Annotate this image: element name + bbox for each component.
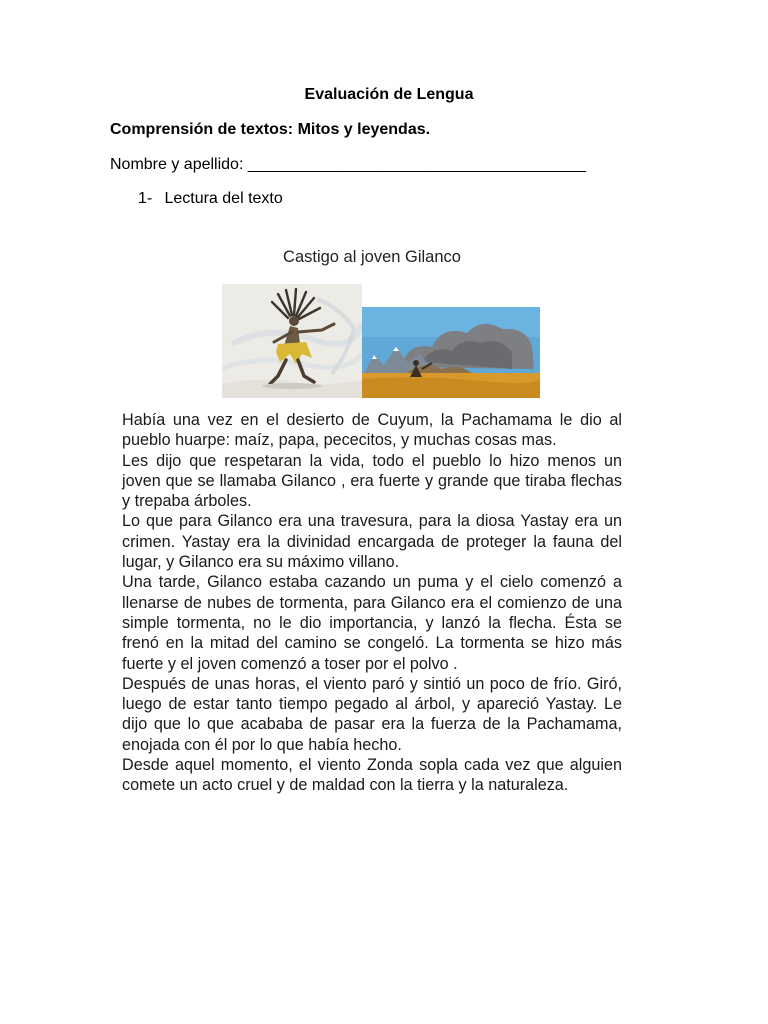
story-title: Castigo al joven Gilanco [283,248,461,266]
story-paragraph: Una tarde, Gilanco estaba cazando un puma y el cielo comenzó a llenarse de nubes de tormenta, para Gilanco era el comienzo de una simple tormenta, no le dio importancia, y lanzó la flecha. Ésta se frenó en la mitad del camino se congeló. La tormenta se hizo más fuerte y el joven comenzó a toser por el polvo . [122,573,622,673]
document-title: Evaluación de Lengua [304,86,474,103]
section-heading [138,190,283,208]
illustration-desert-storm [362,307,540,398]
story-paragraph: Después de unas horas, el viento paró y sintió un poco de frío. Giró, luego de estar tanto tiempo pegado al árbol, y apareció Yastay. Le dijo que lo que acababa de pasar era la fuerza de la Pachamama, enojada con él por lo que había hecho. [122,674,622,754]
name-field-line: Nombre y apellido: ______________________________________ [110,156,586,173]
warrior-drawing [222,284,362,398]
section-label: Lectura del texto [164,190,283,207]
illustration-warrior [222,284,362,398]
desert-storm-drawing [362,307,540,398]
story-paragraph: Lo que para Gilanco era una travesura, para la diosa Yastay era un crimen. Yastay era la divinidad encargada de proteger la fauna del lugar, y Gilanco era su máximo villano. [122,512,622,572]
section-number: 1- [138,190,153,207]
story-paragraph: Había una vez en el desierto de Cuyum, la Pachamama le dio al pueblo huarpe: maíz, papa, pececitos, y muchas cosas mas. [122,411,622,450]
story-text [122,410,622,796]
document-subtitle: Comprensión de textos: Mitos y leyendas. [110,121,431,138]
story-paragraph: Desde aquel momento, el viento Zonda sopla cada vez que alguien comete un acto cruel y de maldad con la tierra y la naturaleza. [122,756,622,795]
story-paragraph: Les dijo que respetaran la vida, todo el pueblo lo hizo menos un joven que se llamaba Gilanco , era fuerte y grande que tiraba flechas y trepaba árboles. [122,451,622,511]
